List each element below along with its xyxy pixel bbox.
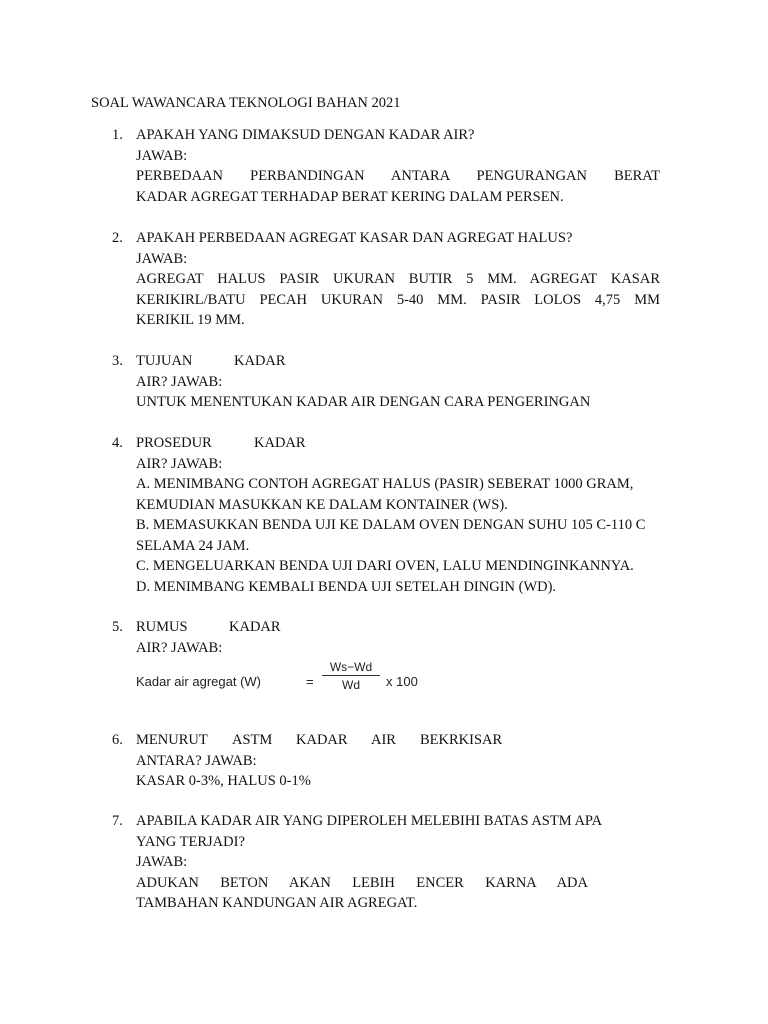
answer-line: AGREGAT HALUS PASIR UKURAN BUTIR 5 MM. AGREGAT KASAR — [136, 271, 660, 287]
question-continuation: AIR? JAWAB: — [136, 373, 223, 390]
formula-multiplier: x 100 — [386, 674, 418, 689]
answer-line: ADUKAN BETON AKAN LEBIH ENCER KARNA ADA — [136, 874, 588, 891]
answer-line: SELAMA 24 JAM. — [136, 537, 250, 554]
document-title: SOAL WAWANCARA TEKNOLOGI BAHAN 2021 — [91, 95, 401, 111]
question-text — [136, 617, 660, 638]
question-text — [136, 730, 660, 751]
item-number: 6. — [112, 732, 123, 748]
question-text: YANG TERJADI? — [136, 833, 245, 850]
answer-line: TAMBAHAN KANDUNGAN AIR AGREGAT. — [136, 895, 418, 911]
formula-equals: = — [306, 674, 314, 689]
question-item-3 — [112, 351, 660, 413]
answer-line: KASAR 0-3%, HALUS 0-1% — [136, 773, 311, 789]
formula-numerator: Ws−Wd — [322, 660, 380, 676]
question-word: ASTM — [232, 732, 273, 748]
question-word: KADAR — [296, 732, 348, 748]
answer-label: JAWAB: — [136, 250, 188, 267]
formula-label: Kadar air agregat (W) — [136, 674, 261, 689]
question-word: PROSEDUR — [136, 435, 212, 451]
item-number: 1. — [112, 127, 123, 143]
answer-line: KADAR AGREGAT TERHADAP BERAT KERING DALAM PERSEN. — [136, 188, 564, 205]
question-item-4 — [112, 433, 660, 597]
answer-line: KEMUDIAN MASUKKAN KE DALAM KONTAINER (WS). — [136, 496, 508, 513]
answer-line: B. MEMASUKKAN BENDA UJI KE DALAM OVEN DENGAN SUHU 105 C-110 C — [136, 517, 646, 533]
question-continuation: ANTARA? JAWAB: — [136, 752, 257, 769]
answer-line: D. MENIMBANG KEMBALI BENDA UJI SETELAH DINGIN (WD). — [136, 578, 557, 595]
question-item-1 — [112, 125, 660, 207]
question-item-6 — [112, 730, 660, 792]
formula-fraction — [322, 660, 380, 692]
answer-line: PERBEDAAN PERBANDINGAN ANTARA PENGURANGAN BERAT — [136, 168, 660, 184]
question-text — [136, 433, 660, 454]
item-number: 3. — [112, 353, 123, 369]
question-text: APAKAH YANG DIMAKSUD DENGAN KADAR AIR? — [136, 127, 475, 143]
question-text: APAKAH PERBEDAAN AGREGAT KASAR DAN AGREGAT HALUS? — [136, 230, 573, 246]
answer-label: JAWAB: — [136, 854, 188, 870]
question-continuation: AIR? JAWAB: — [136, 455, 223, 472]
item-number: 5. — [112, 619, 123, 635]
item-number: 7. — [112, 813, 123, 829]
item-number: 2. — [112, 230, 123, 246]
question-text — [136, 351, 660, 372]
question-word: RUMUS — [136, 619, 188, 635]
question-word: AIR — [371, 732, 396, 748]
question-word: TUJUAN — [136, 353, 193, 369]
question-word: KADAR — [254, 435, 306, 451]
question-word: KADAR — [229, 619, 281, 635]
item-number: 4. — [112, 435, 123, 451]
formula — [136, 660, 660, 704]
question-text: APABILA KADAR AIR YANG DIPEROLEH MELEBIHI BATAS ASTM APA — [136, 813, 603, 829]
answer-line: A. MENIMBANG CONTOH AGREGAT HALUS (PASIR) SEBERAT 1000 GRAM, — [136, 476, 634, 492]
question-continuation: AIR? JAWAB: — [136, 639, 223, 656]
answer-line: UNTUK MENENTUKAN KADAR AIR DENGAN CARA PENGERINGAN — [136, 394, 591, 410]
question-word: MENURUT — [136, 732, 208, 748]
question-item-7 — [112, 811, 660, 914]
question-item-5 — [112, 617, 660, 704]
answer-line: KERIKIRL/BATU PECAH UKURAN 5-40 MM. PASIR LOLOS 4,75 MM — [136, 291, 660, 308]
answer-label: JAWAB: — [136, 147, 188, 164]
answer-line: KERIKIL 19 MM. — [136, 312, 245, 328]
question-word: KADAR — [234, 353, 286, 369]
formula-denominator: Wd — [342, 678, 360, 692]
question-item-2 — [112, 228, 660, 331]
question-word: BEKRKISAR — [420, 732, 503, 748]
answer-line: C. MENGELUARKAN BENDA UJI DARI OVEN, LALU MENDINGINKANNYA. — [136, 558, 634, 574]
